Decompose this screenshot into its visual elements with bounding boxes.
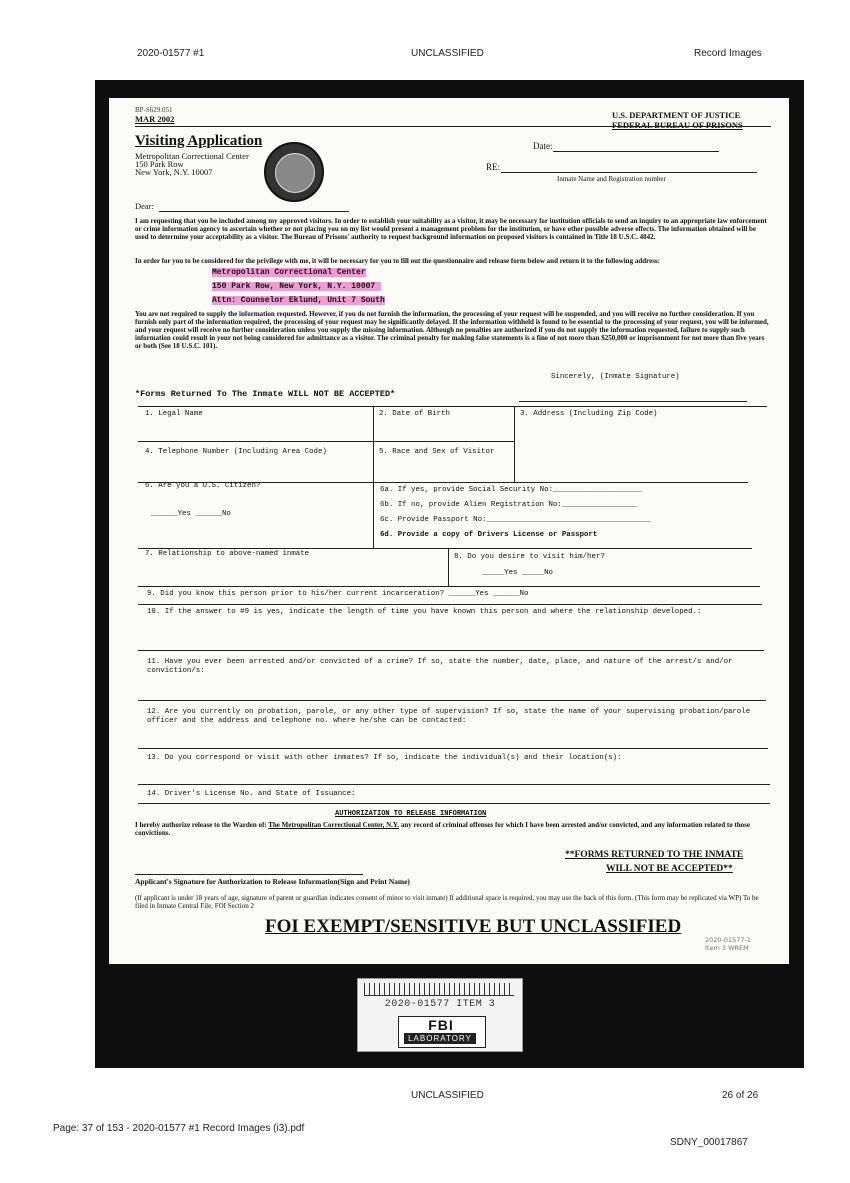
paragraph-instructions: In order for you to be considered for the privilege with me, it will be necessary for you to fill out the questionnaire and release form below and return it to the following address: — [135, 257, 660, 265]
q8-desire-visit: 8. Do you desire to visit him/her? — [454, 553, 605, 561]
q13-other-inmates: 13. Do you correspond or visit with other inmates? If so, indicate the individual(s) and their location(s): — [147, 754, 622, 762]
forms-returned-notice-1: **FORMS RETURNED TO THE INMATE — [565, 850, 744, 860]
fbi-laboratory-logo-icon: FBI LABORATORY — [398, 1016, 484, 1046]
page-header-left: 2020-01577 #1 — [137, 48, 205, 59]
page-footer-right: 26 of 26 — [722, 1090, 759, 1101]
form-number: BP-S629.051 — [135, 106, 173, 114]
re-label: RE: — [486, 162, 501, 172]
q9-prior-acquaintance: 9. Did you know this person prior to his/her current incarceration? ______Yes ______No — [147, 590, 529, 598]
q14-drivers-license: 14. Driver's License No. and State of Issuance: — [147, 790, 356, 798]
ruler-icon — [364, 983, 514, 996]
pdf-page-reference: Page: 37 of 153 - 2020-01577 #1 Record Images (i3).pdf — [53, 1123, 305, 1134]
q8-yes-no: _____Yes _____No — [482, 569, 553, 577]
q7-relationship: 7. Relationship to above-named inmate — [145, 550, 310, 558]
q4-telephone: 4. Telephone Number (Including Area Code) — [145, 448, 327, 456]
returned-warning: *Forms Returned To The Inmate WILL NOT BE ACCEPTED* — [135, 389, 396, 399]
q2-date-of-birth: 2. Date of Birth — [379, 410, 450, 418]
scanned-document — [95, 80, 804, 1068]
applicant-signature-caption: Applicant's Signature for Authorization to Release Information(Sign and Print Name) — [135, 877, 410, 886]
department-name: U.S. DEPARTMENT OF JUSTICE — [612, 110, 741, 120]
evidence-item-number: 2020-01577 ITEM 3 — [384, 999, 496, 1010]
forms-returned-notice-2: WILL NOT BE ACCEPTED** — [606, 864, 733, 874]
visiting-application-form — [109, 98, 789, 964]
page-header-center: UNCLASSIFIED — [411, 48, 484, 59]
inmate-name-caption: Inmate Name and Registration number — [557, 175, 666, 183]
bureau-name: FEDERAL BUREAU OF PRISONS — [612, 120, 743, 130]
institution-address: Metropolitan Correctional Center 150 Park Row New York, N.Y. 10007 — [135, 151, 249, 177]
form-date: MAR 2002 — [135, 114, 175, 124]
minor-consent-note: (If applicant is under 18 years of age, signature of parent or guardian indicates consent of minor to visit inmate) If additional space is required, you may use the back of this form. (This form may be replicated via WP) To be filed in Inmate Central File, FOI Section 2 — [135, 894, 759, 910]
handwritten-note: 2020-01577-1 Item 3 WREM — [705, 936, 752, 952]
doj-seal-icon — [264, 142, 324, 202]
q6-yes-no: ______Yes ______No — [151, 510, 231, 518]
q12-supervision: 12. Are you currently on probation, parole, or any other type of supervision? If so, state the name of your supervising probation/parole officer and the address and telephone no. where he/she can be contacted: — [147, 708, 751, 725]
paragraph-request: I am requesting that you be included among my approved visitors. In order to establish your suitability as a visitor, it may be necessary for institution officials to send an inquiry to an appropriate law enforcement or crime information agency to ascertain whether or not placing you on my list would present a management problem for the institution, or have other possible adverse effects. The information obtained will be used to determine your acceptability as a visitor. The Bureau of Prisons' authority to request background information on proposed visitors is contained in Title 18 U.S.C. 4042. — [135, 217, 767, 241]
q11-arrest-history: 11. Have you ever been arrested and/or convicted of a crime? If so, state the number, date, place, and nature of the arrest/s and/or conviction/s: — [147, 658, 733, 675]
q1-legal-name: 1. Legal Name — [145, 410, 203, 418]
paragraph-voluntary: You are not required to supply the information requested. However, if you do not furnish the information, the processing of your request will be suspended, and you will receive no further consideration. If you furnish only part of the information required, the processing of your request may be significantly delayed. If the information withheld is found to be essential to the processing of your request, you will be informed, and your request will receive no further consideration unless you supply the missing information. Although no penalties are authorized if you do not supply the information requested, failure to supply such information could result in your not being considered for admittance as a visitor. The criminal penalty for making false statements is a fine of not more than $250,000 or imprisonment for not more than five years or both (See 18 U.S.C. 101). — [135, 310, 769, 350]
q5-race-sex: 5. Race and Sex of Visitor — [379, 448, 495, 456]
fbi-evidence-label — [357, 978, 523, 1052]
authorization-title: AUTHORIZATION TO RELEASE INFORMATION — [335, 810, 487, 818]
q10-relationship-length: 10. If the answer to #9 is yes, indicate the length of time you have known this person and where the relationship developed.: — [147, 608, 702, 616]
q3-address: 3. Address (Including Zip Code) — [520, 410, 658, 418]
dear-label: Dear: — [135, 201, 154, 211]
sincerely-signature: Sincerely, (Inmate Signature) — [551, 373, 680, 381]
foi-exempt-stamp: FOI EXEMPT/SENSITIVE BUT UNCLASSIFIED — [265, 916, 682, 937]
bates-number: SDNY_00017867 — [670, 1137, 748, 1148]
page-footer-center: UNCLASSIFIED — [411, 1090, 484, 1101]
return-address: Metropolitan Correctional Center 150 Park Row, New York, N.Y. 10007 Attn: Counselor Eklund, Unit 7 South — [212, 268, 385, 305]
q6-sub-questions: 6a. If yes, provide Social Security No:____________________ 6b. If no, provide Alien Registration No:_________________ 6c. Provide Passport No:_____________________________________ 6d. Provide a copy of Drivers License or Passport — [380, 486, 651, 539]
form-title: Visiting Application — [135, 133, 263, 149]
q6-citizen: 6. Are you a U.S. Citizen? — [145, 482, 261, 490]
date-label: Date: — [533, 141, 553, 151]
page-header-right: Record Images — [694, 48, 762, 59]
authorization-text: I hereby authorize release to the Warden of: The Metropolitan Correctional Center, N.Y. any record of criminal offenses for which I have been arrested and/or convicted, and any information related to those convictions. — [135, 821, 750, 837]
